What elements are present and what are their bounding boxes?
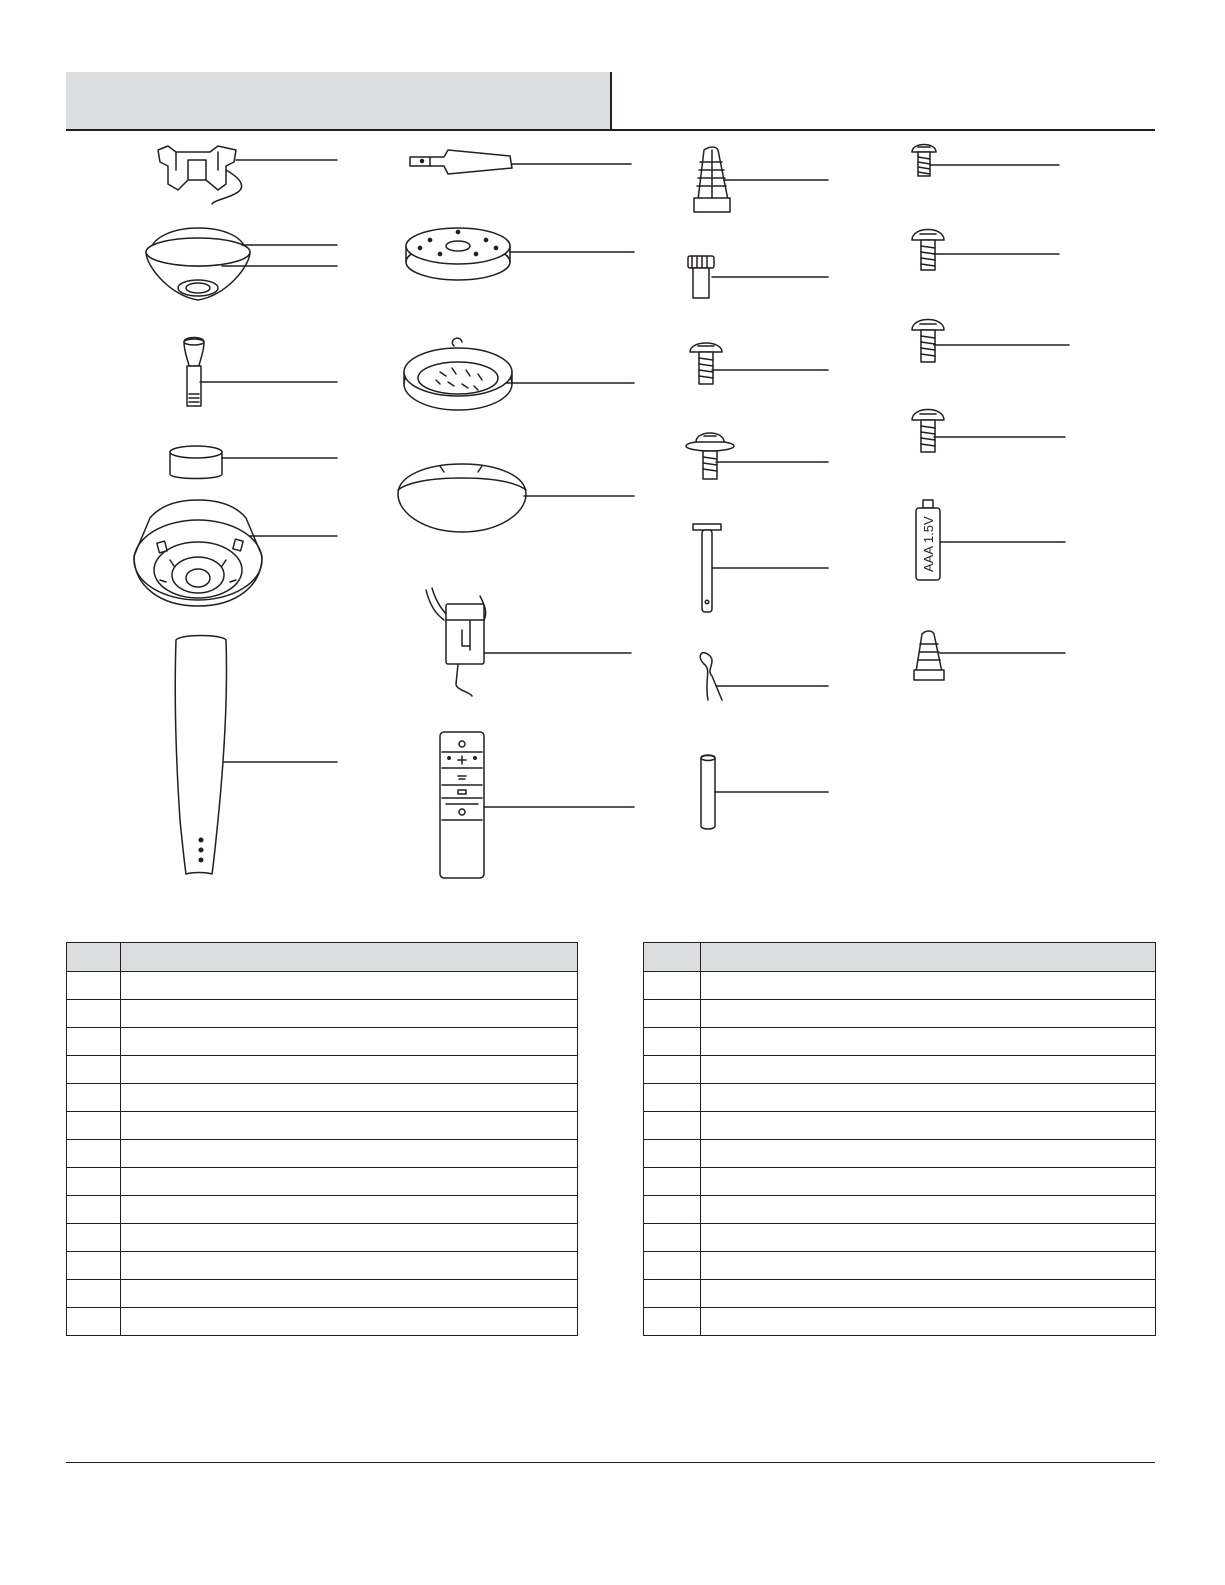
part-cell [644, 1280, 701, 1308]
table-row [67, 1084, 578, 1112]
machine-screw-icon [912, 230, 944, 271]
screw-icon [690, 343, 722, 384]
part-cell [644, 1028, 701, 1056]
balancing-weight-icon [701, 755, 715, 829]
machine-screw-small-icon [912, 145, 936, 177]
part-cell [644, 1084, 701, 1112]
remote-control-icon [440, 732, 484, 878]
part-cell [644, 1224, 701, 1252]
set-screw-icon [688, 256, 714, 298]
part-cell [67, 1224, 121, 1252]
table-row [67, 1168, 578, 1196]
table-row [644, 1168, 1156, 1196]
table-row [644, 1112, 1156, 1140]
part-cell [67, 1056, 121, 1084]
description-cell [121, 1112, 578, 1140]
table-row [644, 1028, 1156, 1056]
description-cell [121, 1000, 578, 1028]
table-row [644, 1140, 1156, 1168]
description-cell [121, 1140, 578, 1168]
table-row [67, 1196, 578, 1224]
canopy-icon [146, 228, 250, 300]
part-cell [67, 1280, 121, 1308]
part-cell [644, 1056, 701, 1084]
description-column-header [121, 943, 578, 972]
fan-blade-icon [175, 636, 226, 875]
parts-list-table-left [66, 942, 578, 1336]
receiver-icon [426, 588, 486, 696]
footer-rule [66, 1462, 1155, 1463]
table-row [644, 1056, 1156, 1084]
coupling-cover-icon [170, 446, 222, 479]
part-cell [67, 1196, 121, 1224]
downrod-icon [184, 338, 204, 407]
description-cell [701, 1084, 1156, 1112]
part-cell [644, 1252, 701, 1280]
mounting-bracket-icon [158, 146, 242, 204]
table-row [644, 1000, 1156, 1028]
light-cover-icon [398, 464, 526, 532]
aaa-battery-icon [916, 500, 940, 580]
part-cell [67, 1084, 121, 1112]
part-cell [67, 972, 121, 1000]
description-cell [121, 1028, 578, 1056]
description-cell [121, 972, 578, 1000]
description-cell [121, 1280, 578, 1308]
description-cell [701, 1056, 1156, 1084]
screw-with-washer-icon [686, 433, 734, 479]
description-cell [701, 1308, 1156, 1336]
description-cell [121, 1224, 578, 1252]
description-cell [121, 1196, 578, 1224]
table-row [67, 1280, 578, 1308]
description-cell [121, 1056, 578, 1084]
table-header-row [644, 943, 1156, 972]
part-cell [644, 1308, 701, 1336]
table-row [67, 1252, 578, 1280]
part-cell [67, 1252, 121, 1280]
description-cell [121, 1168, 578, 1196]
battery-label: AAA 1.5V [921, 516, 936, 572]
table-row [67, 1140, 578, 1168]
table-row [67, 1112, 578, 1140]
led-light-kit-icon [404, 338, 512, 410]
part-cell [644, 972, 701, 1000]
description-cell [121, 1084, 578, 1112]
description-cell [701, 1168, 1156, 1196]
description-cell [701, 1140, 1156, 1168]
part-cell [67, 1308, 121, 1336]
description-cell [701, 1224, 1156, 1252]
table-row [644, 972, 1156, 1000]
table-row [67, 972, 578, 1000]
table-row [67, 1000, 578, 1028]
part-cell [644, 1140, 701, 1168]
description-cell [701, 1280, 1156, 1308]
part-cell [644, 1112, 701, 1140]
description-column-header [701, 943, 1156, 972]
table-row [67, 1028, 578, 1056]
table-row [644, 1224, 1156, 1252]
table-row [644, 1280, 1156, 1308]
part-cell [67, 1168, 121, 1196]
description-cell [701, 1000, 1156, 1028]
table-row [67, 1224, 578, 1252]
parts-list-table-right [643, 942, 1156, 1336]
table-header-row [67, 943, 578, 972]
description-cell [701, 1028, 1156, 1056]
part-cell [644, 1196, 701, 1224]
table-row [644, 1252, 1156, 1280]
part-cell [67, 1140, 121, 1168]
part-cell [644, 1000, 701, 1028]
hairpin-clip-icon [700, 653, 722, 700]
table-row [644, 1196, 1156, 1224]
motor-assembly-icon [134, 500, 262, 606]
part-column-header [67, 943, 121, 972]
table-row [644, 1084, 1156, 1112]
part-cell [67, 1028, 121, 1056]
description-cell [701, 1252, 1156, 1280]
description-cell [121, 1252, 578, 1280]
description-cell [701, 1196, 1156, 1224]
description-cell [701, 972, 1156, 1000]
part-cell [67, 1000, 121, 1028]
part-column-header [644, 943, 701, 972]
part-cell [67, 1112, 121, 1140]
part-cell [644, 1168, 701, 1196]
table-row [67, 1308, 578, 1336]
blade-screw-icon [912, 320, 944, 363]
mounting-screw-icon [912, 410, 944, 453]
table-row [644, 1308, 1156, 1336]
blade-arm-icon [410, 150, 512, 174]
wire-connector-small-icon [914, 631, 944, 680]
description-cell [701, 1112, 1156, 1140]
switch-housing-plate-icon [406, 228, 510, 280]
table-row [67, 1056, 578, 1084]
description-cell [121, 1308, 578, 1336]
